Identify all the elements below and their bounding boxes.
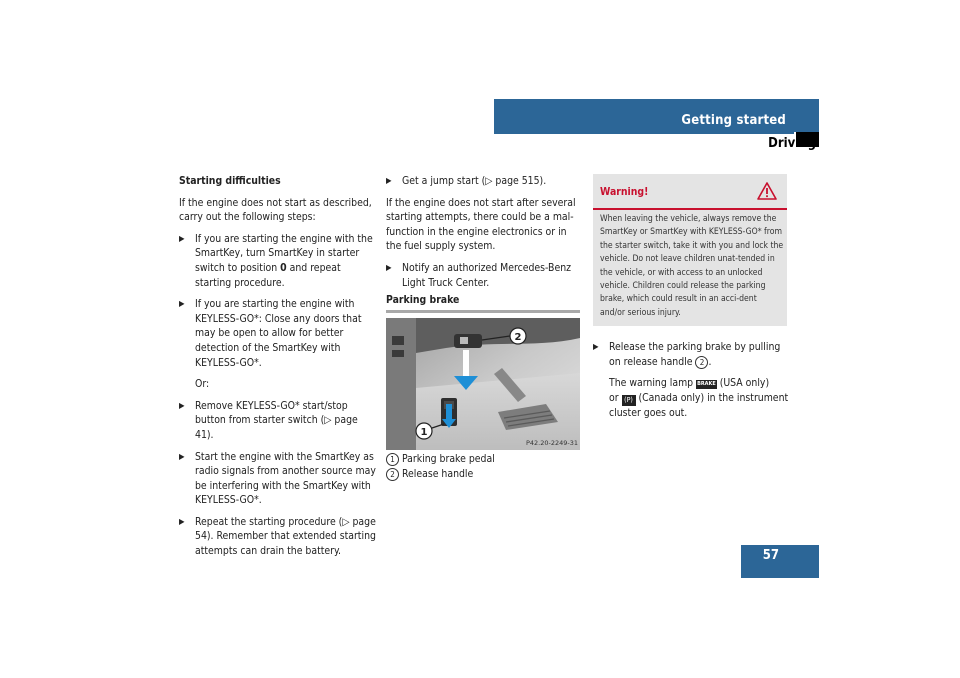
step-text: Remove KEYLESS-GO* start/stop button from starter switch (▷ page 41). [195, 399, 358, 441]
warning-title: Warning! [600, 186, 649, 198]
list-item [179, 515, 377, 559]
bullet-arrow-icon: ▶ [179, 451, 185, 461]
legend-item [386, 467, 582, 482]
malfunction-text: If the engine does not start after several starting attempts, there could be a mal-function in the engine electronics or in the fuel supply system. [386, 196, 576, 253]
column-1 [179, 174, 377, 559]
warning-lamp-text: The warning lamp BRAKE (USA only) or (P) (Canada only) in the instrument cluster goes out. [609, 377, 789, 419]
bullet-arrow-icon: ▶ [179, 400, 185, 410]
legend-label: Parking brake pedal [401, 453, 495, 465]
page-number: 57 [762, 548, 779, 563]
switch-position: 0 [280, 261, 287, 274]
warning-box [593, 174, 787, 326]
bullet-arrow-icon: ▶ [179, 299, 185, 309]
heading-rule [386, 310, 580, 313]
or-text: Or: [195, 378, 210, 391]
list-item [179, 297, 377, 370]
step-text: Repeat the starting procedure (▷ page 54). Remember that extended starting attempts can drain the battery. [195, 515, 376, 558]
step-text-tail: and repeat starting procedure. [195, 261, 341, 289]
list-item [179, 450, 377, 508]
list-item [386, 174, 582, 189]
column-2 [386, 174, 582, 290]
step-text: Get a jump start (▷ page 515). [402, 175, 547, 187]
photo-legend [386, 452, 582, 481]
list-item [179, 232, 377, 290]
intro-text: If the engine does not start as described, carry out the following steps: [179, 196, 372, 224]
warning-text: When leaving the vehicle, always remove the SmartKey or SmartKey with KEYLESS-GO* from the starter switch, take it with you and lock the vehicle. Do not leave children unat-tended in the vehicle, or with access to an unlocked vehicle. Children could release the parking brake, which could result in an acci-dent and/or serious injury. [600, 214, 784, 318]
bullet-arrow-icon: ▶ [593, 342, 599, 351]
warning-triangle-icon [757, 182, 777, 200]
section-subtitle: Driving [768, 136, 816, 151]
legend-number: 1 [386, 453, 399, 466]
parking-brake-lamp-icon: (P) [622, 395, 636, 406]
legend-item [386, 452, 582, 467]
parking-brake-heading: Parking brake [386, 294, 460, 306]
legend-label: Release handle [401, 467, 474, 480]
step-text: If you are starting the engine with KEYLESS-GO*: Close any doors that may be open to allow for better detection of the SmartKey with KEYLESS-GO*. [195, 298, 362, 369]
list-item [386, 261, 582, 290]
step-text: Release the parking brake by pulling on release handle [609, 341, 781, 368]
step-text: Start the engine with the SmartKey as radio signals from another source may be interfering with the SmartKey with KEYLESS-GO*. [195, 450, 376, 507]
brake-lamp-icon: BRAKE [697, 381, 716, 388]
legend-number: 2 [386, 468, 399, 481]
header-rule [494, 132, 794, 134]
starting-difficulties-heading: Starting difficulties [179, 175, 281, 187]
section-title: Getting started [681, 113, 786, 128]
list-item: ▶ Release the parking brake by pulling on release handle 2 . [593, 341, 781, 368]
parking-brake-photo [386, 318, 580, 450]
callout-1: 1 [420, 427, 428, 438]
callout-2: 2 [514, 332, 522, 343]
warning-rule [593, 208, 787, 210]
step-text: Notify an authorized Mercedes-Benz Light Truck Center. [402, 261, 572, 289]
column-3 [593, 340, 789, 420]
bullet-arrow-icon: ▶ [179, 233, 185, 243]
step-text: If you are starting the engine with the SmartKey, turn SmartKey in starter switch to position [195, 232, 373, 274]
list-item [179, 399, 377, 443]
photo-code: P42.20-2249-31 [525, 439, 578, 447]
bullet-arrow-icon: ▶ [179, 516, 185, 526]
bullet-arrow-icon: ▶ [386, 262, 392, 272]
bullet-arrow-icon: ▶ [386, 176, 392, 185]
handle-number: 2 [695, 356, 708, 369]
